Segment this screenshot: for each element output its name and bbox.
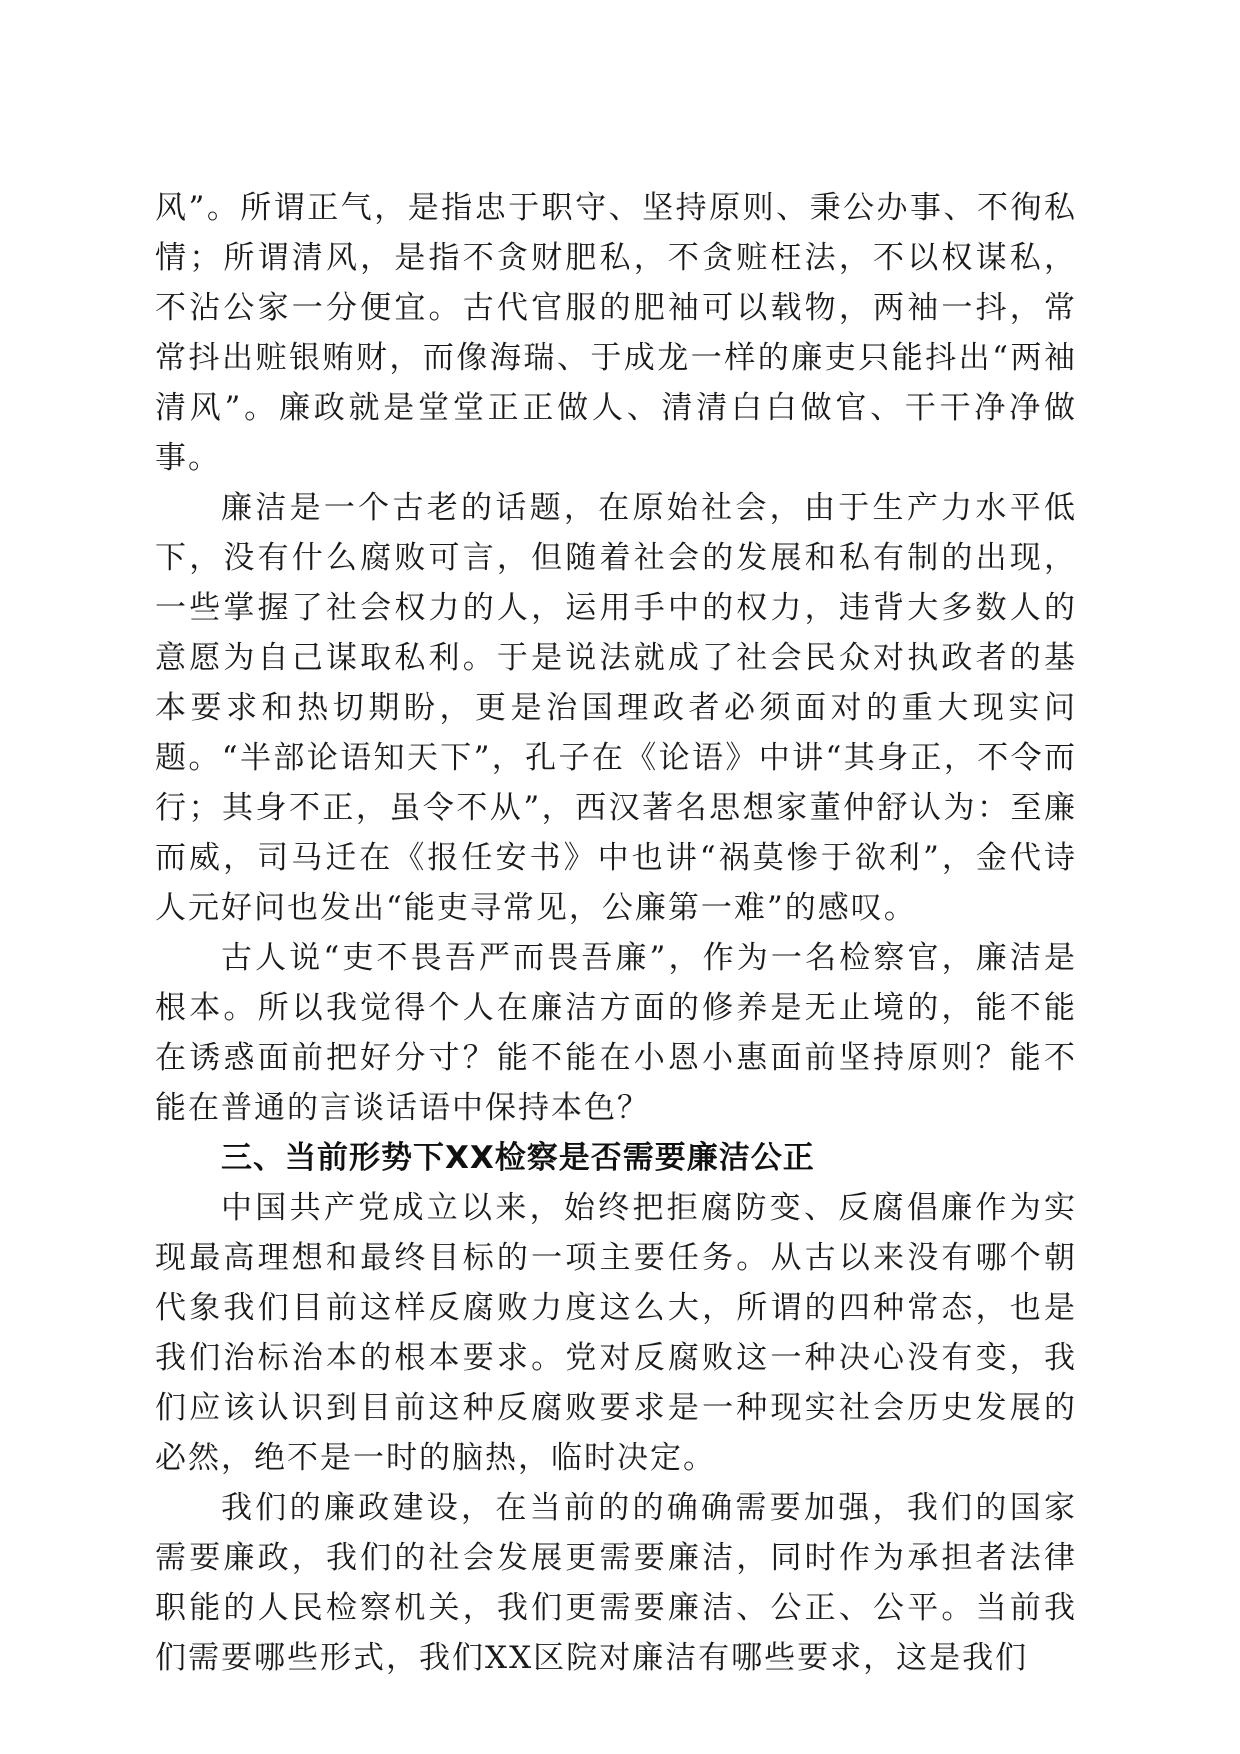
section-heading: 三、当前形势下XX检察是否需要廉洁公正: [221, 1140, 815, 1176]
paragraph-party-anticorruption: 中国共产党成立以来，始终把拒腐防变、反腐倡廉作为实现最高理想和最终目标的一项主要任务。从古以来没有哪个朝代象我们目前这样反腐败力度这么大，所谓的四种常态，也是我们治标治本的根本要求。党对反腐败这一种决心没有变，我们应该认识到目前这种反腐败要求是一种现实社会历史发展的必然，绝不是一时的脑热，临时决定。: [155, 1190, 1077, 1476]
document-body: [155, 183, 1077, 1683]
paragraph-prosecutor-integrity: 古人说“吏不畏吾严而畏吾廉”，作为一名检察官，廉洁是根本。所以我觉得个人在廉洁方面的修养是无止境的，能不能在诱惑面前把好分寸？能不能在小恩小惠面前坚持原则？能不能在普通的言谈话语中保持本色？: [155, 940, 1077, 1126]
paragraph-continuation: 风”。所谓正气，是指忠于职守、坚持原则、秉公办事、不徇私情；所谓清风，是指不贪财肥私，不贪赃枉法，不以权谋私，不沾公家一分便宜。古代官服的肥袖可以载物，两袖一抖，常常抖出赃银贿财，而像海瑞、于成龙一样的廉吏只能抖出“两袖清风”。廉政就是堂堂正正做人、清清白白做官、干干净净做事。: [155, 190, 1077, 476]
paragraph-lianjie-history: 廉洁是一个古老的话题，在原始社会，由于生产力水平低下，没有什么腐败可言，但随着社会的发展和私有制的出现，一些掌握了社会权力的人，运用手中的权力，违背大多数人的意愿为自己谋取私利。于是说法就成了社会民众对执政者的基本要求和热切期盼，更是治国理政者必须面对的重大现实问题。“半部论语知天下”，孔子在《论语》中讲“其身正，不令而行；其身不正，虽令不从”，西汉著名思想家董仲舒认为：至廉而威，司马迁在《报任安书》中也讲“祸莫惨于欲利”，金代诗人元好问也发出“能吏寻常见，公廉第一难”的感叹。: [155, 490, 1077, 926]
paragraph-integrity-building: 我们的廉政建设，在当前的的确确需要加强，我们的国家需要廉政，我们的社会发展更需要廉洁，同时作为承担者法律职能的人民检察机关，我们更需要廉洁、公正、公平。当前我们需要哪些形式，我们XX区院对廉洁有哪些要求，这是我们: [155, 1490, 1077, 1676]
